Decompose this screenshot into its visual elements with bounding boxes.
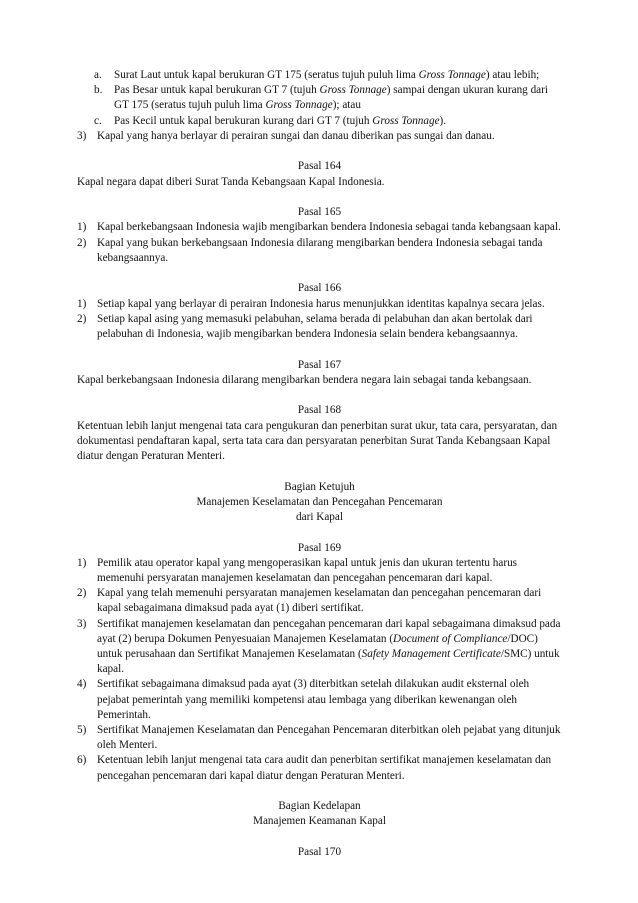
list-item xyxy=(77,556,562,586)
item-text: Kapal yang bukan berkebangsaan Indonesia dilarang mengibarkan bendera Indonesia sebagai tanda kebangsaannya. xyxy=(97,236,543,264)
bagian-ketujuh-title-cont: dari Kapal xyxy=(296,511,343,524)
item-label: 2) xyxy=(77,587,87,600)
list-item xyxy=(77,753,562,783)
item-label: 1) xyxy=(77,221,87,234)
item-text: Pas Besar untuk kapal berukuran GT 7 (tujuh Gross Tonnage) sampai dengan ukuran kurang dari GT 175 (seratus tujuh puluh lima Gross Tonnage); atau xyxy=(114,84,548,112)
list-item xyxy=(94,114,562,129)
item-label: c. xyxy=(94,114,102,127)
item-text: Kapal yang hanya berlayar di perairan sungai dan danau diberikan pas sungai dan danau. xyxy=(97,129,495,142)
item-text: Ketentuan lebih lanjut mengenai tata cara audit dan penerbitan sertifikat manajemen keselamatan dan pencegahan pencemaran dari kapal diatur dengan Peraturan Menteri. xyxy=(97,754,552,782)
item-text: Surat Laut untuk kapal berukuran GT 175 (seratus tujuh puluh lima Gross Tonnage) atau lebih; xyxy=(114,69,540,81)
item-label: b. xyxy=(94,84,103,97)
sub-list xyxy=(77,68,562,129)
item-text: Kapal berkebangsaan Indonesia wajib mengibarkan bendera Indonesia sebagai tanda kebangsaan kapal. xyxy=(97,221,561,234)
list-item xyxy=(77,312,562,342)
list-item xyxy=(77,617,562,678)
list-item xyxy=(77,220,562,235)
list-item xyxy=(77,129,562,144)
item-text: Kapal yang telah memenuhi persyaratan manajemen keselamatan dan pencegahan pencemaran dari kapal sebagaimana dimaksud pada ayat (1) diberi sertifikat. xyxy=(97,587,542,615)
bagian-kedelapan-heading: Bagian Kedelapan xyxy=(278,800,361,813)
list-item xyxy=(77,297,562,312)
item-label: 2) xyxy=(77,312,87,325)
pasal-166-title: Pasal 166 xyxy=(297,282,342,295)
pasal-167-title: Pasal 167 xyxy=(297,358,342,371)
item-text: Sertifikat manajemen keselamatan dan pencegahan pencemaran dari kapal sebagaimana dimaksud pada ayat (2) berupa Dokumen Penyesuaian Manajemen Keselamatan (Document of Compliance/DOC) untuk perusahaan dan Sertifikat Manajemen Keselamatan (Safety Management Certificate/SMC) untuk kapal. xyxy=(97,617,561,676)
pasal-164-title: Pasal 164 xyxy=(297,160,342,173)
pasal-168-title: Pasal 168 xyxy=(297,404,342,417)
pasal-167-text: Kapal berkebangsaan Indonesia dilarang mengibarkan bendera negara lain sebagai tanda kebangsaan. xyxy=(77,373,532,386)
item-label: 3) xyxy=(77,129,87,142)
list-item xyxy=(77,236,562,266)
item-label: 3) xyxy=(77,617,87,630)
pasal-170-title: Pasal 170 xyxy=(297,846,342,859)
list-item xyxy=(94,68,562,83)
bagian-ketujuh-heading: Bagian Ketujuh xyxy=(284,480,355,493)
bagian-ketujuh-title: Manajemen Keselamatan dan Pencegahan Pencemaran xyxy=(196,495,443,508)
item-label: a. xyxy=(94,69,102,81)
document-page xyxy=(77,68,562,860)
item-label: 5) xyxy=(77,724,87,737)
item-text: Sertifikat sebagaimana dimaksud pada ayat (3) diterbitkan setelah dilakukan audit eksternal oleh pejabat pemerintah yang memiliki kompetensi atau lembaga yang diberikan kewenangan oleh Pemerintah. xyxy=(97,678,530,721)
list-item xyxy=(77,586,562,616)
pasal-164-text: Kapal negara dapat diberi Surat Tanda Kebangsaan Kapal Indonesia. xyxy=(77,175,385,188)
item-text: Setiap kapal yang berlayar di perairan Indonesia harus menunjukkan identitas kapalnya secara jelas. xyxy=(97,297,545,310)
list-item xyxy=(77,677,562,723)
item-label: 6) xyxy=(77,754,87,767)
item-label: 4) xyxy=(77,678,87,691)
pasal-168-text: Ketentuan lebih lanjut mengenai tata cara pengukuran dan penerbitan surat ukur, tata cara, persyaratan, dan dokumentasi pendaftaran kapal, serta tata cara dan persyaratan penerbitan Surat Tanda Kebangsaan Kapal diatur dengan Peraturan Menteri. xyxy=(77,419,558,463)
item-text: Setiap kapal asing yang memasuki pelabuhan, selama berada di pelabuhan dan akan bertolak dari pelabuhan di Indonesia, wajib mengibarkan bendera Indonesia selain bendera kebangsaannya. xyxy=(97,312,533,341)
item-text: Pas Kecil untuk kapal berukuran kurang dari GT 7 (tujuh Gross Tonnage). xyxy=(114,114,447,127)
list-item xyxy=(77,723,562,753)
item-label: 1) xyxy=(77,297,87,310)
bagian-kedelapan-title: Manajemen Keamanan Kapal xyxy=(253,815,386,828)
item-label: 1) xyxy=(77,556,87,569)
pasal-169-title: Pasal 169 xyxy=(297,541,342,554)
item-text: Sertifikat Manajemen Keselamatan dan Pencegahan Pencemaran diterbitkan oleh pejabat yang ditunjuk oleh Menteri. xyxy=(97,724,561,752)
item-label: 2) xyxy=(77,236,87,249)
list-item xyxy=(94,83,562,113)
pasal-165-title: Pasal 165 xyxy=(297,206,342,219)
item-text: Pemilik atau operator kapal yang mengoperasikan kapal untuk jenis dan ukuran tertentu harus memenuhi persyaratan manajemen keselamatan dan pencegahan pencemaran dari kapal. xyxy=(97,556,518,585)
